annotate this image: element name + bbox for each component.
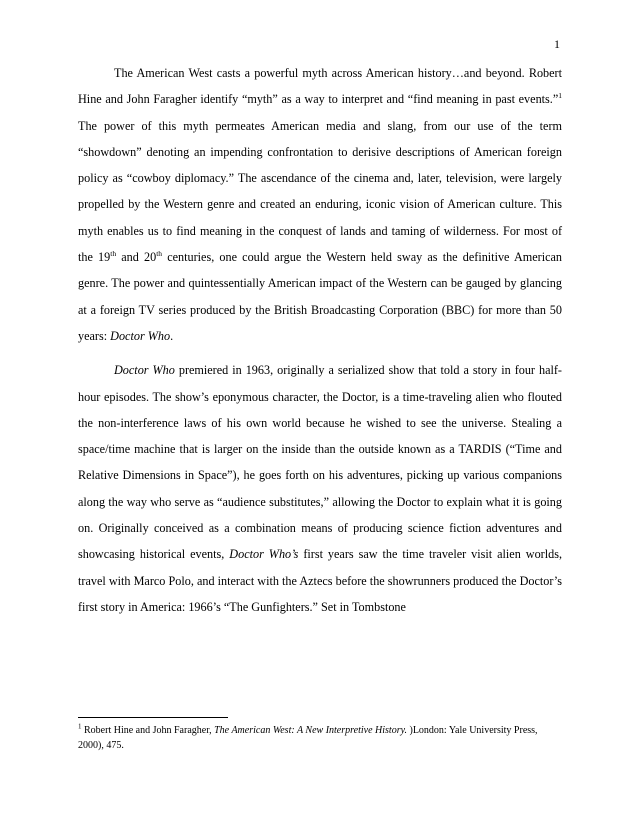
paragraph-1-text: The power of this myth permeates American media and slang, from our use of the term “showdown” denoting an impending confrontation to derisive descriptions of American foreign policy as “cowboy diplomacy.” The ascendance of the cinema and, later, television, were largely propelled by the Western genre and created an enduring, iconic vision of American culture. This myth enables us to find meaning in the conquest of lands and taming of wilderness. For most of the 19	[78, 118, 562, 265]
show-title: Doctor Who’s	[229, 547, 299, 562]
body-text	[78, 60, 562, 620]
ordinal-suffix: th	[156, 249, 163, 259]
page-number: 1	[554, 37, 560, 51]
ordinal-suffix: th	[110, 249, 117, 259]
footnote	[78, 724, 562, 753]
footnote-text: )London: Yale University Press, 2000), 475.	[78, 725, 538, 751]
paragraph-2-text: first years saw the time traveler visit alien worlds, travel with Marco Polo, and interact with the Aztecs before the showrunners produced the Doctor’s first story in America: 1966’s “The Gunfighters.” Set in Tombstone	[78, 547, 562, 614]
footnote-separator	[78, 717, 228, 718]
paragraph-2	[78, 357, 562, 620]
paragraph-1-text: centuries, one could argue the Western held sway as the definitive American genre. The power and quintessentially American impact of the Western can be gauged by glancing at a foreign TV series produced by the British Broadcasting Corporation (BBC) for more than 50 years:	[78, 250, 562, 343]
show-title: Doctor Who	[114, 363, 175, 378]
paragraph-1-text: .	[170, 328, 174, 343]
paragraph-1	[78, 60, 562, 349]
footnote-reference[interactable]: 1	[558, 91, 562, 101]
paragraph-1-text: and 20	[116, 250, 157, 265]
paragraph-2-text: premiered in 1963, originally a serialized show that told a story in four half-hour episodes. The show’s eponymous character, the Doctor, is a time-traveling alien who flouted the non-interference laws of his own world because he wished to see the universe. Stealing a space/time machine that is larger on the inside than the outside known as a TARDIS (“Time and Relative Dimensions in Space”), he goes forth on his adventures, picking up various companions along the way who serve as “audience substitutes,” allowing the Doctor to explain what it is going on. Originally conceived as a combination means of producing science fiction adventures and showcasing historical events,	[78, 363, 562, 562]
paragraph-1-text: The American West casts a powerful myth across American history…and beyond. Robert Hine and John Faragher identify “myth” as a way to interpret and “find meaning in past events.”	[78, 66, 562, 107]
show-title: Doctor Who	[110, 328, 171, 343]
footnote-text: Robert Hine and John Faragher,	[81, 725, 215, 736]
footnote-marker: 1	[78, 722, 82, 731]
book-title: The American West: A New Interpretive History.	[214, 725, 407, 736]
